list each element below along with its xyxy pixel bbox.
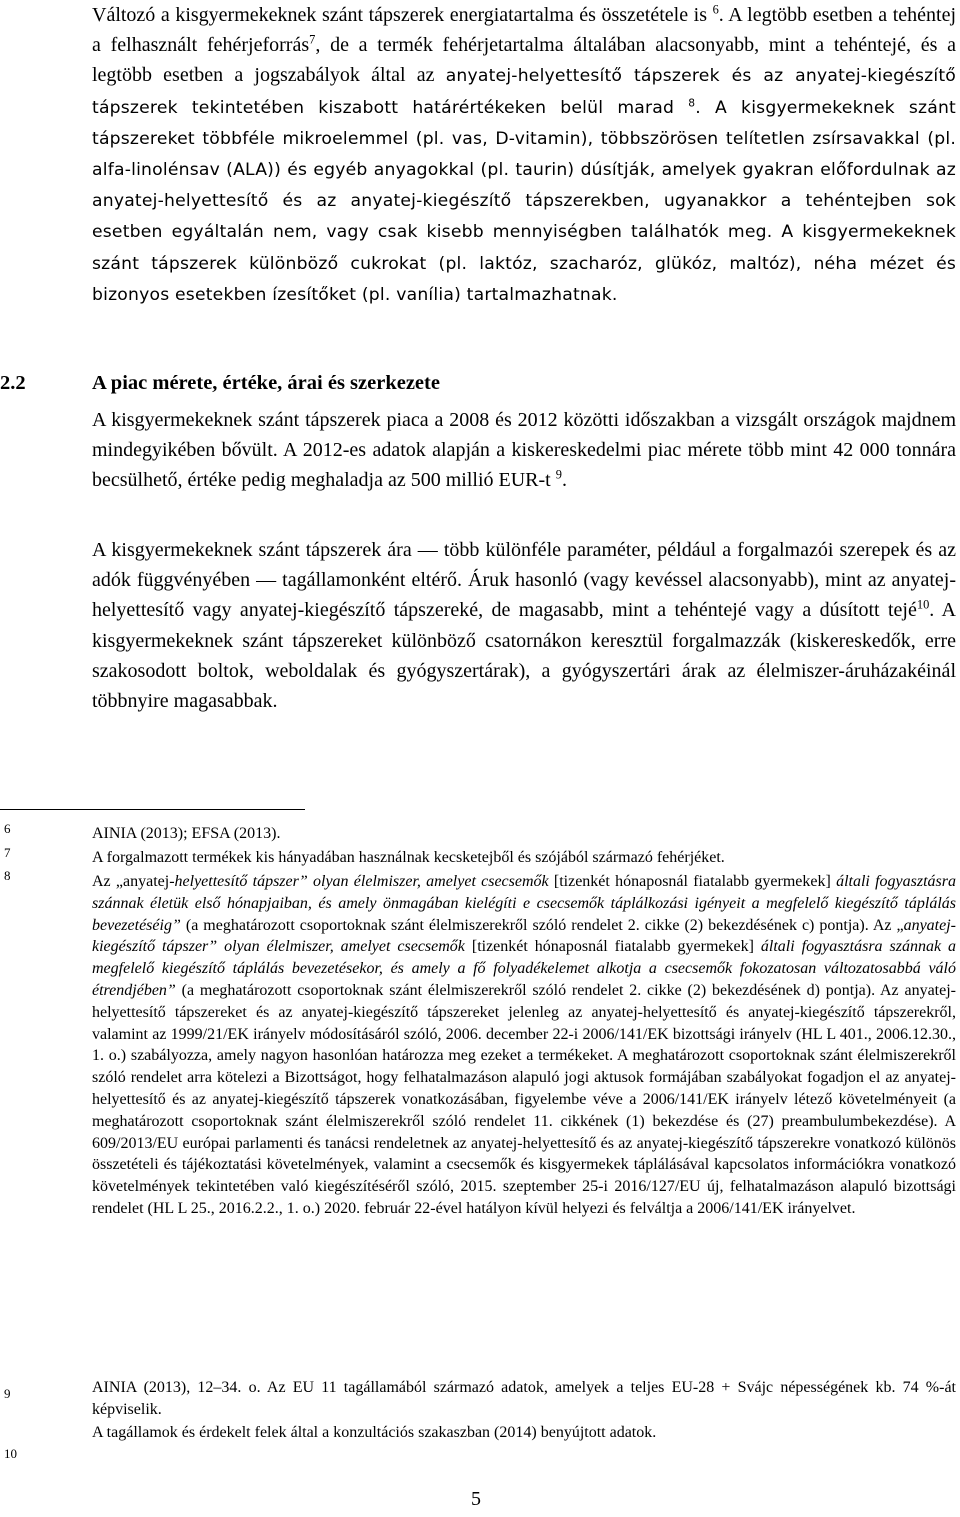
footnote-text-italic: helyettesítő tápszer” olyan élelmiszer, amelyet csecsemők xyxy=(174,873,549,890)
footnote-text: [tizenkét hónaposnál fiatalabb gyermekek] xyxy=(464,938,761,956)
footnote-text: [tizenkét hónaposnál fiatalabb gyermekek] xyxy=(548,873,837,890)
footnote-text: (a meghatározott csoportoknak szánt élelmiszerekről szóló rendelet 2. cikke (2) bekezdésének d) pontja). Az anyatej-helyettesítő tápszereket és az anyatej-kiegészítő tápszereket jelenleg az anyatej-helyettesítő és anyatej-kiegészítő tápszerekről, valamint az 1999/21/EK irányelv módosításáról szóló, 2006. december 22-i 2006/141/EK bizottsági irányelv (HL L 401., 2006.12.30., 1. o.) szabályozza, amely nagyon hasonlóan határozza meg ezeket a termékeket. A meghatározott csoportoknak szánt élelmiszerekről szóló rendelet arra kötelezi a Bizottságot, hogy felhatalmazáson alapuló jogi aktusok formájában szabályokat fogadjon el az anyatej-helyettesítő és az anyatej-kiegészítő tápszerek vonatkozásában, figyelembe véve a 2006/141/EK irányelv létező követelményeit (a meghatározott csoportoknak szánt élelmiszerekről szóló rendelet 11. cikkének (1) bekezdése és (27) preambulumbekezdése). A 609/2013/EU európai parlamenti és tanácsi rendeletnek az anyatej-helyettesítő és az anyatej-kiegészítő tápszerekre vonatkozó különös összetételi és tájékoztatási követelmények, valamint a csecsemők és kisgyermekek táplálásával kapcsolatos információkra vonatkozó követelmények tekintetében való kiegészítéséről szóló, 2015. szeptember 25-i 2016/127/EU új, felhatalmazáson alapuló bizottsági rendelet (HL L 25., 2016.2.2., 1. o.) 2020. február 22-ével hatályon kívül helyezi és felváltja a 2006/141/EK irányelvet. xyxy=(92,981,956,1217)
footnote-divider xyxy=(0,809,305,810)
paragraph-text: . A kisgyermekeknek szánt tápszereket különböző csatornákon keresztül forgalmazzák (kiskereskedők, erre szakosodott boltok, weboldalak és gyógyszertárak), a gyógyszertári árak az élelmiszer-áruházakéinál többnyire magasabbak. xyxy=(92,599,956,713)
footnote-text-italic: általi fogyasztásra szánnak életük első hónapjaiban, és amely önmagában kielégíti e csecsemők táplálkozási igényeit a megfelelő kiegészítő táplálás bevezetéséig” xyxy=(92,873,956,934)
body-paragraph-prices xyxy=(92,535,956,716)
footnote-7: A forgalmazott termékek kis hányadában használnak kecsketejből és szójából származó fehérjéket. xyxy=(92,849,725,866)
footnote-8 xyxy=(92,871,956,1220)
footnote-ref-9[interactable]: 9 xyxy=(555,467,562,482)
footnote-number-6: 6 xyxy=(4,821,11,836)
footnote-text: (a meghatározott csoportoknak szánt élelmiszerekről szóló rendelet 2. cikke (2) bekezdésének c) pontja). Az „ xyxy=(180,916,904,934)
paragraph-text-sans xyxy=(92,66,956,304)
paragraph-text: . A legtöbb esetben a tehéntej a felhasznált fehérjeforrás xyxy=(92,4,957,57)
paragraph-text: , de a termék fehérjetartalma általában alacsonyabb, mint a tehéntejé, és a legtöbb esetben a jogszabályok által az xyxy=(92,34,956,87)
footnote-10: A tagállamok és érdekelt felek által a konzultációs szakaszban (2014) benyújtott adatok. xyxy=(92,1424,657,1441)
footnote-6: AINIA (2013); EFSA (2013). xyxy=(92,825,281,842)
footnote-text: Az „anyatej- xyxy=(92,873,175,890)
paragraph-text: anyatej-helyettesítő tápszerek és az anyatej-kiegészítő tápszerek tekintetében kiszabott határértékeken belül marad xyxy=(92,66,956,118)
footnote-ref-10[interactable]: 10 xyxy=(916,597,930,612)
section-number: 2.2 xyxy=(0,372,26,394)
footnote-number-7: 7 xyxy=(4,845,11,860)
footnote-ref-8[interactable]: 8 xyxy=(688,95,696,109)
footnote-text-italic: általi fogyasztásra szánnak a megfelelő kiegészítő táplálás bevezetésekor, és amely a fő folyadékelemet alkotja a csecsemők fokozatosan változatosabbá váló étrendjében” xyxy=(92,938,957,999)
section-title: A piac mérete, értéke, árai és szerkezete xyxy=(92,372,440,394)
footnote-9: AINIA (2013), 12–34. o. Az EU 11 tagállamából származó adatok, amelyek a teljes EU-28 + Svájc népességének kb. 74 %-át képviselik. xyxy=(92,1379,956,1418)
paragraph-text: A kisgyermekeknek szánt tápszerek piaca a 2008 és 2012 közötti időszakban a vizsgált országok majdnem mindegyikében bővült. A 2012-es adatok alapján a kiskereskedelmi piac mérete több mint 42 000 tonnára becsülhető, értéke pedig meghaladja az 500 millió EUR-t xyxy=(92,409,956,492)
footnote-number-9: 9 xyxy=(4,1386,11,1401)
paragraph-text: Változó a kisgyermekeknek szánt tápszerek energiatartalma és összetétele is xyxy=(92,4,708,26)
footnote-number-8: 8 xyxy=(4,868,11,883)
footnote-ref-7[interactable]: 7 xyxy=(309,32,316,47)
footnote-ref-6[interactable]: 6 xyxy=(712,2,719,17)
footnote-number-10: 10 xyxy=(4,1446,17,1461)
page-number: 5 xyxy=(471,1488,481,1510)
paragraph-text: . A kisgyermekeknek szánt tápszereket többféle mikroelemmel (pl. vas, D-vitamin), többszörösen telítetlen zsírsavakkal (pl. alfa-linolénsav (ALA)) és egyéb anyagokkal (pl. taurin) dúsítják, amelyek gyakran előfordulnak az anyatej-helyettesítő és az anyatej-kiegészítő tápszerekben, ugyanakkor a tehéntejben sok esetben egyáltalán nem, vagy csak kisebb mennyiségben találhatók meg. A kisgyermekeknek szánt tápszerek különböző cukrokat (pl. laktóz, szacharóz, glükóz, maltóz), néha mézet és bizonyos esetekben ízesítőket (pl. vanília) tartalmazhatnak. xyxy=(92,97,956,305)
paragraph-text: A kisgyermekeknek szánt tápszerek ára — több különféle paraméter, például a forgalmazói szerepek és az adók függvényében — tagállamonként eltérő. Áruk hasonló (vagy kevéssel alacsonyabb), mint az anyatej-helyettesítő vagy anyatej-kiegészítő tápszereké, de magasabb, mint a tehéntejé vagy a dúsított tejé xyxy=(92,539,956,622)
body-paragraph-composition xyxy=(92,0,956,310)
body-paragraph-market-size xyxy=(92,405,956,496)
paragraph-text: . xyxy=(561,469,567,492)
footnote-text-italic: anyatej-kiegészítő tápszer” olyan élelmiszer, amelyet csecsemők xyxy=(92,916,956,956)
